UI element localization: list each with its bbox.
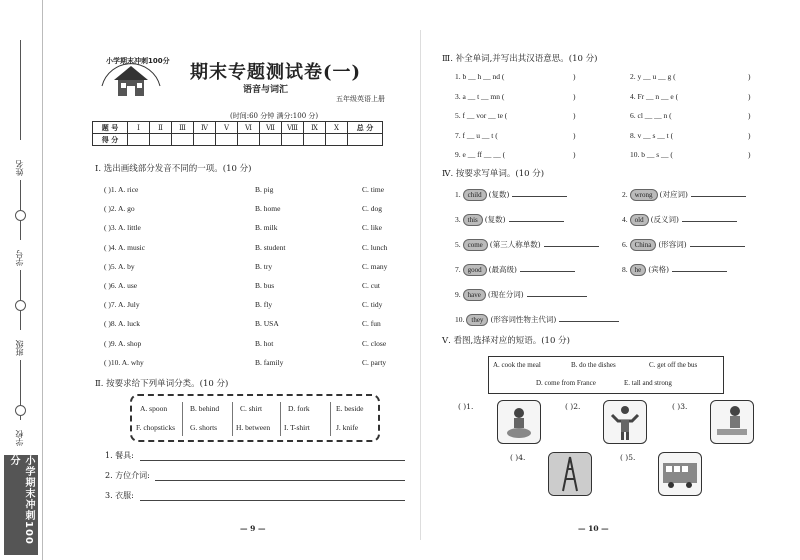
section4-answer-line[interactable] xyxy=(512,188,567,197)
section4-hint: (形容词) xyxy=(658,240,687,249)
section1-item-4-c: C. lunch xyxy=(362,242,388,252)
section1-item-9-n[interactable]: ( )9. A. shop xyxy=(104,338,142,348)
phrase-box: A. cook the meal B. do the dishes C. get off the bus D. come from France E. tall and strong xyxy=(488,356,724,394)
section1-item-2-c: C. dog xyxy=(362,204,383,214)
section4-number: 8. xyxy=(622,265,628,274)
section4-number: 7. xyxy=(455,265,461,274)
section1-item-10-n[interactable]: ( )10. A. why xyxy=(104,357,144,367)
pic-bus xyxy=(658,452,702,496)
section1-item-4-b: B. student xyxy=(255,242,286,252)
section3-close-paren: ) xyxy=(573,91,576,101)
section4-item-2 xyxy=(622,188,746,201)
section4-item-7 xyxy=(455,263,575,276)
page-title: 期末专题测试卷(一) xyxy=(190,62,362,83)
section4-item-3 xyxy=(455,213,564,226)
section3-item-3[interactable]: 3. a __ t __ mn ( xyxy=(455,91,505,101)
pic-answer-3[interactable]: ( )3. xyxy=(672,402,688,411)
section4-item-8 xyxy=(622,263,727,276)
series-logo xyxy=(92,48,170,104)
section4-word-bubble: wrong xyxy=(630,189,658,201)
section3-close-paren: ) xyxy=(573,130,576,140)
section3-close-paren: ) xyxy=(748,111,751,120)
section5-title: Ⅴ. 看图,选择对应的短语。(10 分) xyxy=(442,336,570,346)
section4-hint: (现在分词) xyxy=(487,290,524,299)
section4-number: 5. xyxy=(455,240,461,249)
pic-eiffel-tower xyxy=(548,452,592,496)
section4-word-bubble: old xyxy=(630,214,649,226)
section1-item-3-n[interactable]: ( )3. A. little xyxy=(104,223,141,233)
section4-answer-line[interactable] xyxy=(544,238,599,247)
section4-item-10 xyxy=(455,313,619,326)
series-seal: 小学期末冲刺100分 xyxy=(4,455,38,555)
section3-close-paren: ) xyxy=(748,91,751,101)
section3-close-paren: ) xyxy=(748,130,751,140)
section4-answer-line[interactable] xyxy=(520,263,575,272)
pic-answer-2[interactable]: ( )2. xyxy=(565,402,581,411)
pic-answer-4[interactable]: ( )4. xyxy=(510,453,526,462)
section3-item-1[interactable]: 1. b __ h __ nd ( xyxy=(455,72,505,81)
section4-hint: (对应词) xyxy=(659,190,688,199)
section4-hint: (复数) xyxy=(484,215,506,224)
answer-line-3[interactable] xyxy=(140,500,405,501)
section1-item-8-n[interactable]: ( )8. A. luck xyxy=(104,319,141,329)
score-table: 题 号 Ⅰ Ⅱ Ⅲ Ⅳ Ⅴ Ⅵ Ⅶ Ⅷ Ⅸ Ⅹ 总 分 得 分 xyxy=(92,121,383,146)
section4-number: 3. xyxy=(455,215,461,224)
logo-text: 小学期末冲刺100分 xyxy=(106,57,170,65)
section1-item-5-n[interactable]: ( )5. A. by xyxy=(104,261,135,271)
section4-word-bubble: they xyxy=(466,314,488,326)
section1-item-4-n[interactable]: ( )4. A. music xyxy=(104,242,146,252)
section4-word-bubble: come xyxy=(463,239,488,251)
section4-hint: (最高级) xyxy=(488,265,517,274)
section3-item-7[interactable]: 7. f __ u __ t ( xyxy=(455,130,498,140)
section1-item-9-c: C. close xyxy=(362,338,387,348)
section4-answer-line[interactable] xyxy=(527,288,587,297)
section4-number: 6. xyxy=(622,240,628,249)
section3-close-paren: ) xyxy=(748,72,751,81)
section3-title: Ⅲ. 补全单词,并写出其汉语意思。(10 分) xyxy=(442,54,598,64)
section4-hint: (形容词性物主代词) xyxy=(490,315,557,324)
section4-number: 1. xyxy=(455,190,461,199)
section3-close-paren: ) xyxy=(748,150,751,159)
section4-answer-line[interactable] xyxy=(682,213,737,222)
section4-word-bubble: have xyxy=(463,289,486,301)
section1-item-5-c: C. many xyxy=(362,261,388,271)
pic-dishes xyxy=(710,400,754,444)
section4-word-bubble: this xyxy=(463,214,483,226)
grade-label: 五年级英语上册 xyxy=(336,95,385,103)
section4-item-1 xyxy=(455,188,567,201)
section1-item-1-b: B. pig xyxy=(255,185,274,194)
category-clothes: 3. 衣服: xyxy=(105,491,134,500)
section4-word-bubble: good xyxy=(463,264,487,276)
section4-answer-line[interactable] xyxy=(672,263,727,272)
section4-item-9 xyxy=(455,288,587,301)
section1-item-3-c: C. like xyxy=(362,223,382,233)
section1-item-7-b: B. fly xyxy=(255,300,273,310)
section1-item-8-c: C. fun xyxy=(362,319,381,329)
section4-number: 4. xyxy=(622,215,628,224)
section1-item-6-c: C. cut xyxy=(362,281,380,290)
section3-item-9[interactable]: 9. e __ ff __ __ ( xyxy=(455,150,506,159)
section4-answer-line[interactable] xyxy=(509,213,564,222)
section4-answer-line[interactable] xyxy=(691,188,746,197)
section4-word-bubble: he xyxy=(630,264,647,276)
section3-close-paren: ) xyxy=(573,72,576,81)
section1-item-8-b: B. USA xyxy=(255,319,279,329)
section4-title: Ⅳ. 按要求写单词。(10 分) xyxy=(442,169,545,179)
section3-item-8[interactable]: 8. v __ s __ t ( xyxy=(630,130,674,140)
strip-label-class: 班级 xyxy=(15,340,24,356)
section4-item-4 xyxy=(622,213,737,226)
section3-item-10[interactable]: 10. b __ s __ ( xyxy=(630,150,673,159)
time-info: (时间:60 分钟 满分:100 分) xyxy=(230,112,319,120)
section4-answer-line[interactable] xyxy=(690,238,745,247)
section4-number: 2. xyxy=(622,190,628,199)
section1-item-9-b: B. hot xyxy=(255,338,274,348)
section1-title: Ⅰ. 选出画线部分发音不同的一项。(10 分) xyxy=(95,164,252,174)
section1-item-3-b: B. milk xyxy=(255,223,278,233)
section3-item-6[interactable]: 6. cl __ __ n ( xyxy=(630,111,672,120)
answer-line-1[interactable] xyxy=(140,460,405,461)
answer-line-2[interactable] xyxy=(155,480,405,481)
section3-item-5[interactable]: 5. f __ vor __ te ( xyxy=(455,111,508,120)
strip-label-id: 学号 xyxy=(15,250,24,266)
pic-answer-5[interactable]: ( )5. xyxy=(620,453,636,462)
section4-hint: (复数) xyxy=(488,190,510,199)
section3-item-2[interactable]: 2. y __ u __ g ( xyxy=(630,72,676,81)
pic-cook-meal xyxy=(497,400,541,444)
category-prepositions: 2. 方位介词: xyxy=(105,471,150,480)
section1-item-10-b: B. family xyxy=(255,357,284,367)
section1-item-5-b: B. try xyxy=(255,261,273,271)
section4-hint: (反义词) xyxy=(650,215,679,224)
section4-number: 9. xyxy=(455,290,461,299)
section4-word-bubble: child xyxy=(463,189,487,201)
strip-label-name: 姓名 xyxy=(15,160,24,176)
section1-item-2-n[interactable]: ( )2. A. go xyxy=(104,204,135,214)
section1-item-6-b: B. bus xyxy=(255,281,275,290)
section1-item-10-c: C. party xyxy=(362,357,387,367)
section3-close-paren: ) xyxy=(573,150,576,159)
section1-item-1-n[interactable]: ( )1. A. rice xyxy=(104,185,139,194)
pic-strong-man xyxy=(603,400,647,444)
section1-item-1-c: C. time xyxy=(362,185,385,194)
section4-word-bubble: China xyxy=(630,239,657,251)
section2-title: Ⅱ. 按要求给下列单词分类。(10 分) xyxy=(95,379,229,389)
page-number-left: — 9 — xyxy=(240,524,266,533)
page-number-right: — 10 — xyxy=(578,524,609,533)
section1-item-6-n[interactable]: ( )6. A. use xyxy=(104,281,138,290)
section4-item-6 xyxy=(622,238,745,251)
section3-close-paren: ) xyxy=(573,111,576,120)
section1-item-2-b: B. home xyxy=(255,204,281,214)
section1-item-7-n[interactable]: ( )7. A. July xyxy=(104,300,140,310)
section4-item-5 xyxy=(455,238,599,251)
section4-hint: (第三人称单数) xyxy=(489,240,541,249)
page-subtitle: 语音与词汇 xyxy=(243,85,289,95)
strip-label-school: 学校 xyxy=(15,430,24,446)
category-tableware: 1. 餐具: xyxy=(105,451,134,460)
section3-item-4[interactable]: 4. Fr __ n __ e ( xyxy=(630,91,679,101)
section4-number: 10. xyxy=(455,315,465,324)
binding-strip xyxy=(0,0,43,560)
section4-answer-line[interactable] xyxy=(559,313,619,322)
pic-answer-1[interactable]: ( )1. xyxy=(458,402,474,411)
word-box: A. spoon B. behind C. shirt D. fork E. beside F. chopsticks G. shorts H. between I. T-shirt J. knife xyxy=(130,394,380,442)
section1-item-7-c: C. tidy xyxy=(362,300,383,310)
section4-hint: (宾格) xyxy=(648,265,670,274)
